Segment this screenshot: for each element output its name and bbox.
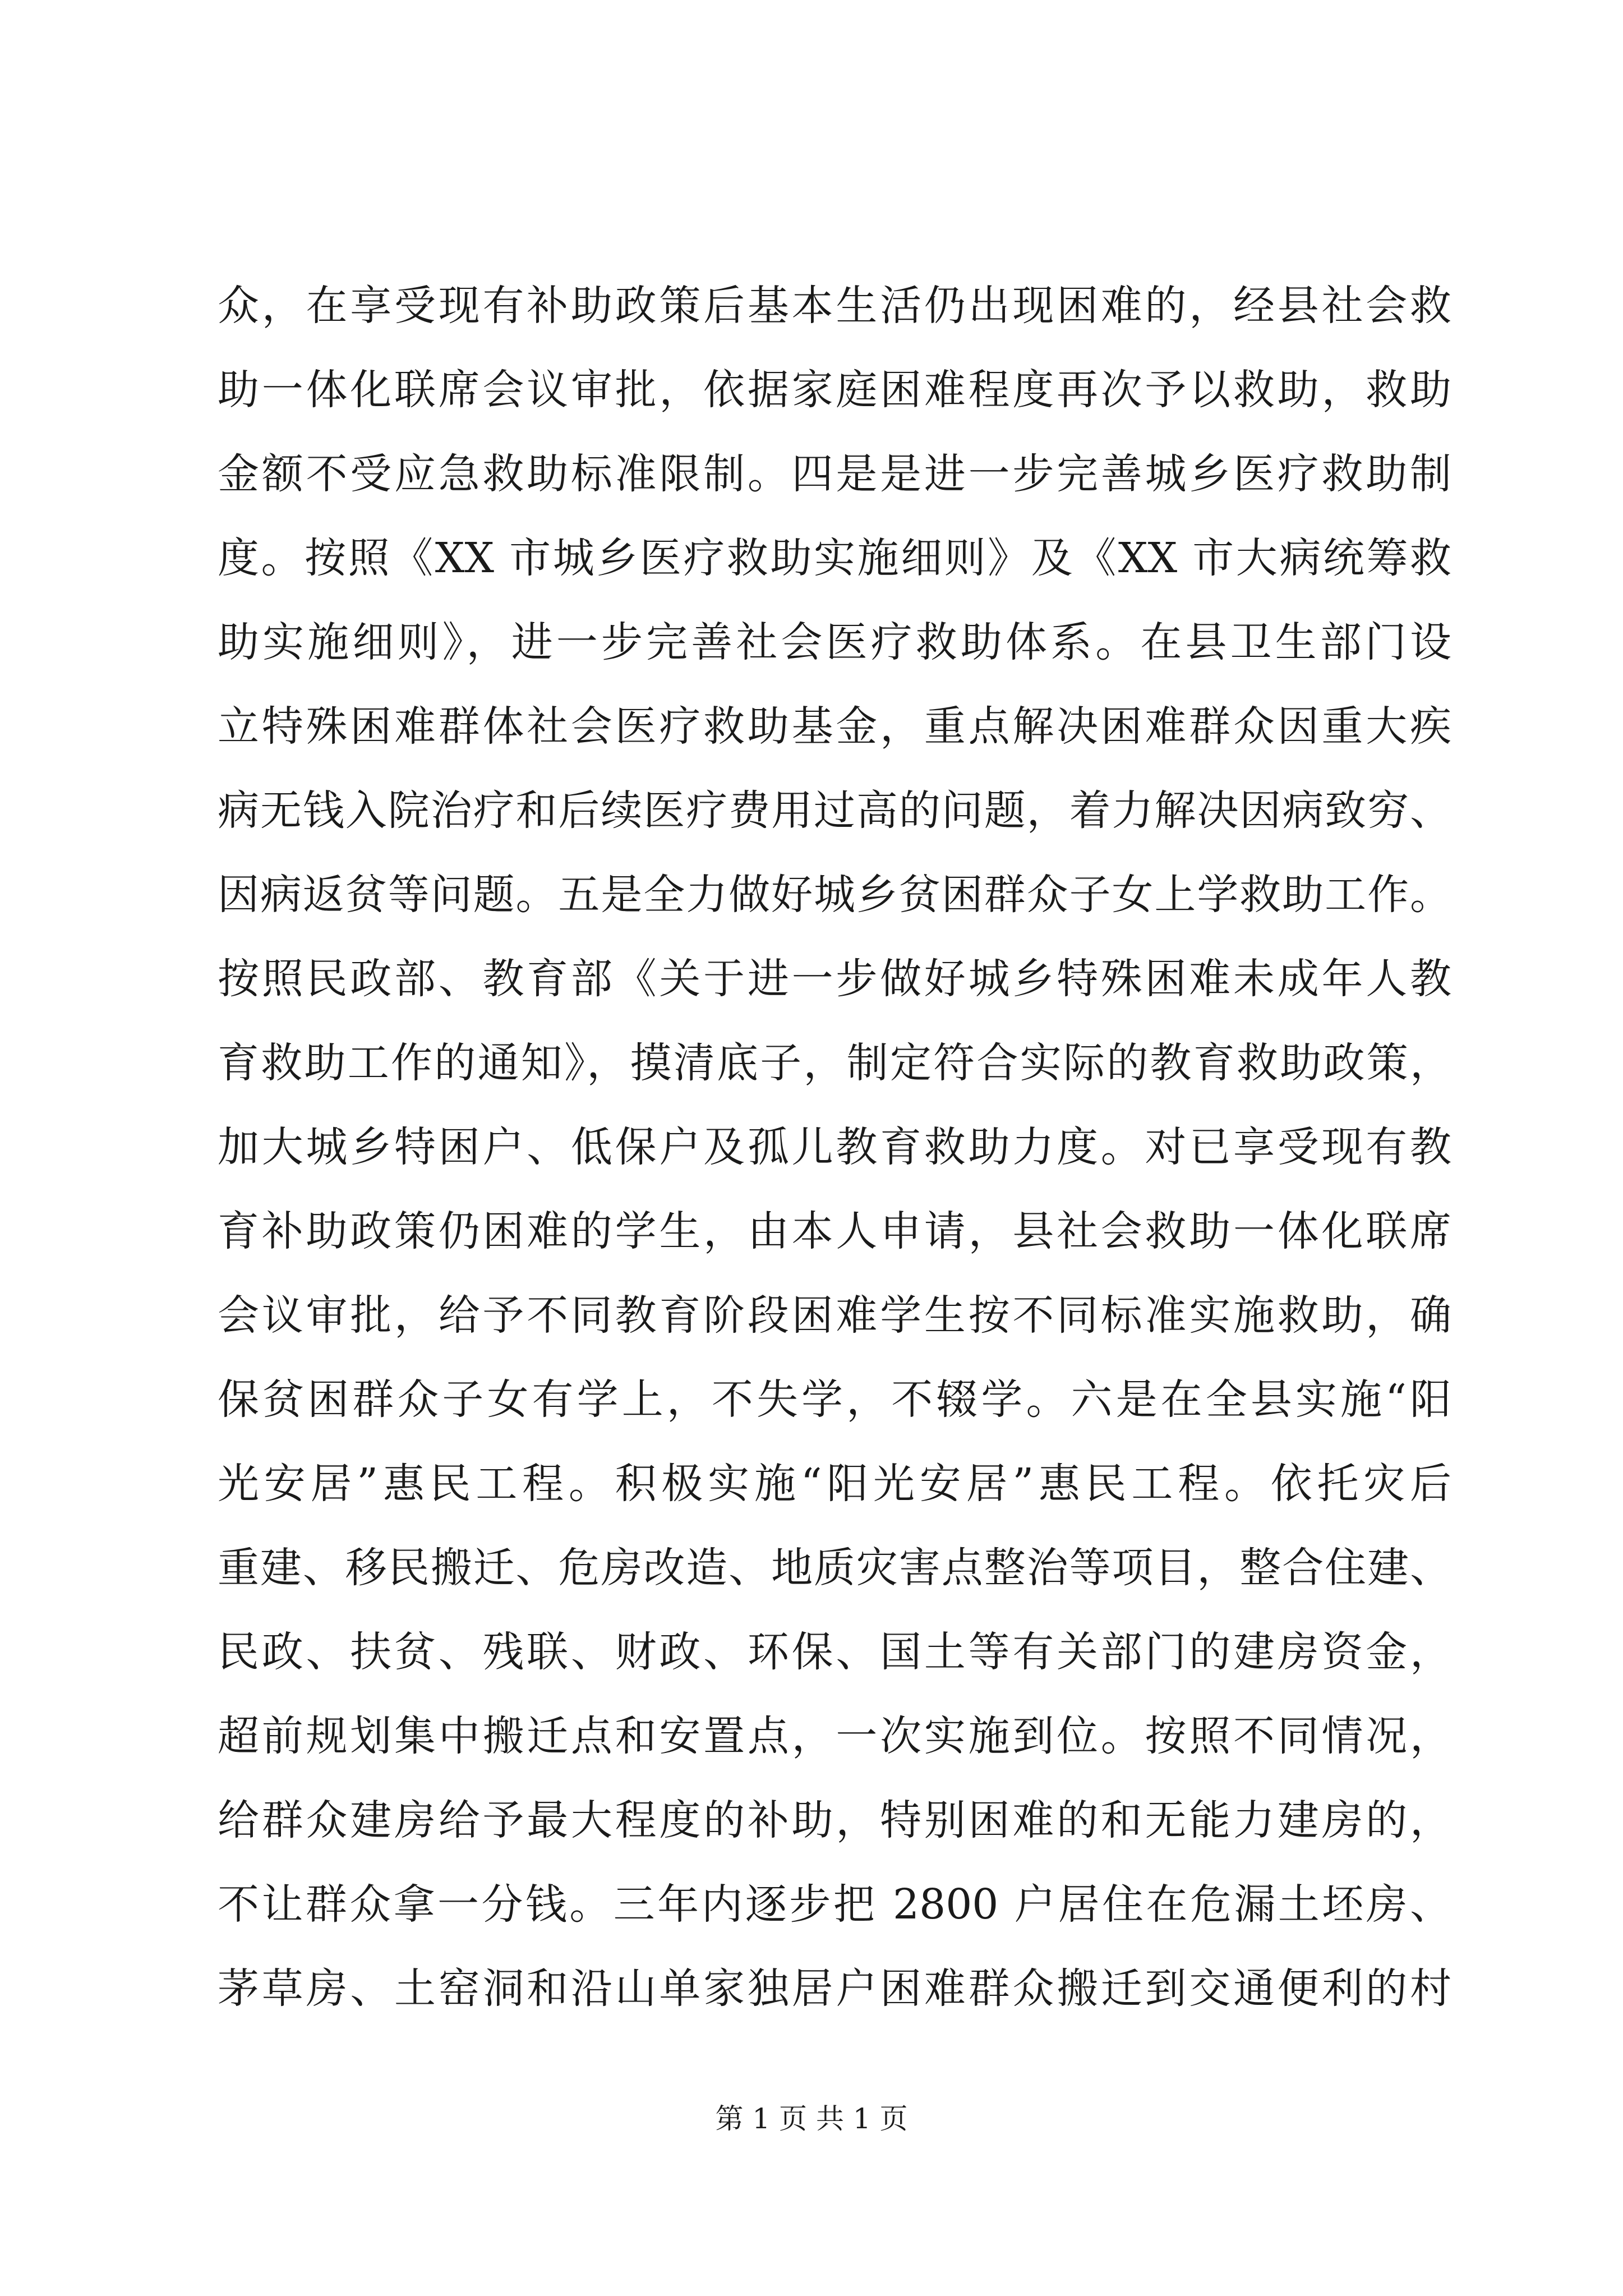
text-line-5: 助实施细则》，进一步完善社会医疗救助体系。在县卫生部门设 <box>218 618 1451 666</box>
text-line-2: 助一体化联席会议审批，依据家庭困难程度再次予以救助，救助 <box>218 366 1451 414</box>
body-text <box>218 264 1451 2031</box>
text-line-4: 度。按照《XX 市城乡医疗救助实施细则》及《XX 市大病统筹救 <box>218 534 1451 582</box>
text-line-9: 按照民政部、教育部《关于进一步做好城乡特殊困难未成年人教 <box>218 955 1451 1003</box>
text-line-20: 不让群众拿一分钱。三年内逐步把 2800 户居住在危漏土坯房、 <box>218 1880 1451 1929</box>
page-number-label: 第 1 页 共 1 页 <box>715 2102 908 2135</box>
text-line-12: 育补助政策仍困难的学生，由本人申请，县社会救助一体化联席 <box>218 1207 1451 1255</box>
text-line-16: 重建、移民搬迁、危房改造、地质灾害点整治等项目，整合住建、 <box>218 1544 1451 1592</box>
text-line-3: 金额不受应急救助标准限制。四是是进一步完善城乡医疗救助制 <box>218 450 1451 498</box>
text-line-10: 育救助工作的通知》，摸清底子，制定符合实际的教育救助政策， <box>218 1039 1451 1087</box>
text-line-13: 会议审批，给予不同教育阶段困难学生按不同标准实施救助，确 <box>218 1291 1451 1340</box>
text-line-21: 茅草房、土窑洞和沿山单家独居户困难群众搬迁到交通便利的村 <box>218 1964 1451 2013</box>
text-line-19: 给群众建房给予最大程度的补助，特别困难的和无能力建房的， <box>218 1796 1451 1844</box>
text-line-8: 因病返贫等问题。五是全力做好城乡贫困群众子女上学救助工作。 <box>218 871 1451 919</box>
text-line-11: 加大城乡特困户、低保户及孤儿教育救助力度。对已享受现有教 <box>218 1123 1451 1171</box>
text-line-7: 病无钱入院治疗和后续医疗费用过高的问题，着力解决因病致穷、 <box>218 786 1451 835</box>
text-line-1: 众，在享受现有补助政策后基本生活仍出现困难的，经县社会救 <box>218 282 1451 330</box>
text-line-15: 光安居”惠民工程。积极实施“阳光安居”惠民工程。依托灾后 <box>218 1460 1451 1508</box>
text-line-14: 保贫困群众子女有学上，不失学，不辍学。六是在全县实施“阳 <box>218 1375 1451 1424</box>
page-footer <box>0 2099 1623 2138</box>
text-line-6: 立特殊困难群体社会医疗救助基金，重点解决困难群众因重大疾 <box>218 702 1451 751</box>
text-line-17: 民政、扶贫、残联、财政、环保、国土等有关部门的建房资金， <box>218 1628 1451 1676</box>
text-line-18: 超前规划集中搬迁点和安置点，一次实施到位。按照不同情况， <box>218 1712 1451 1760</box>
